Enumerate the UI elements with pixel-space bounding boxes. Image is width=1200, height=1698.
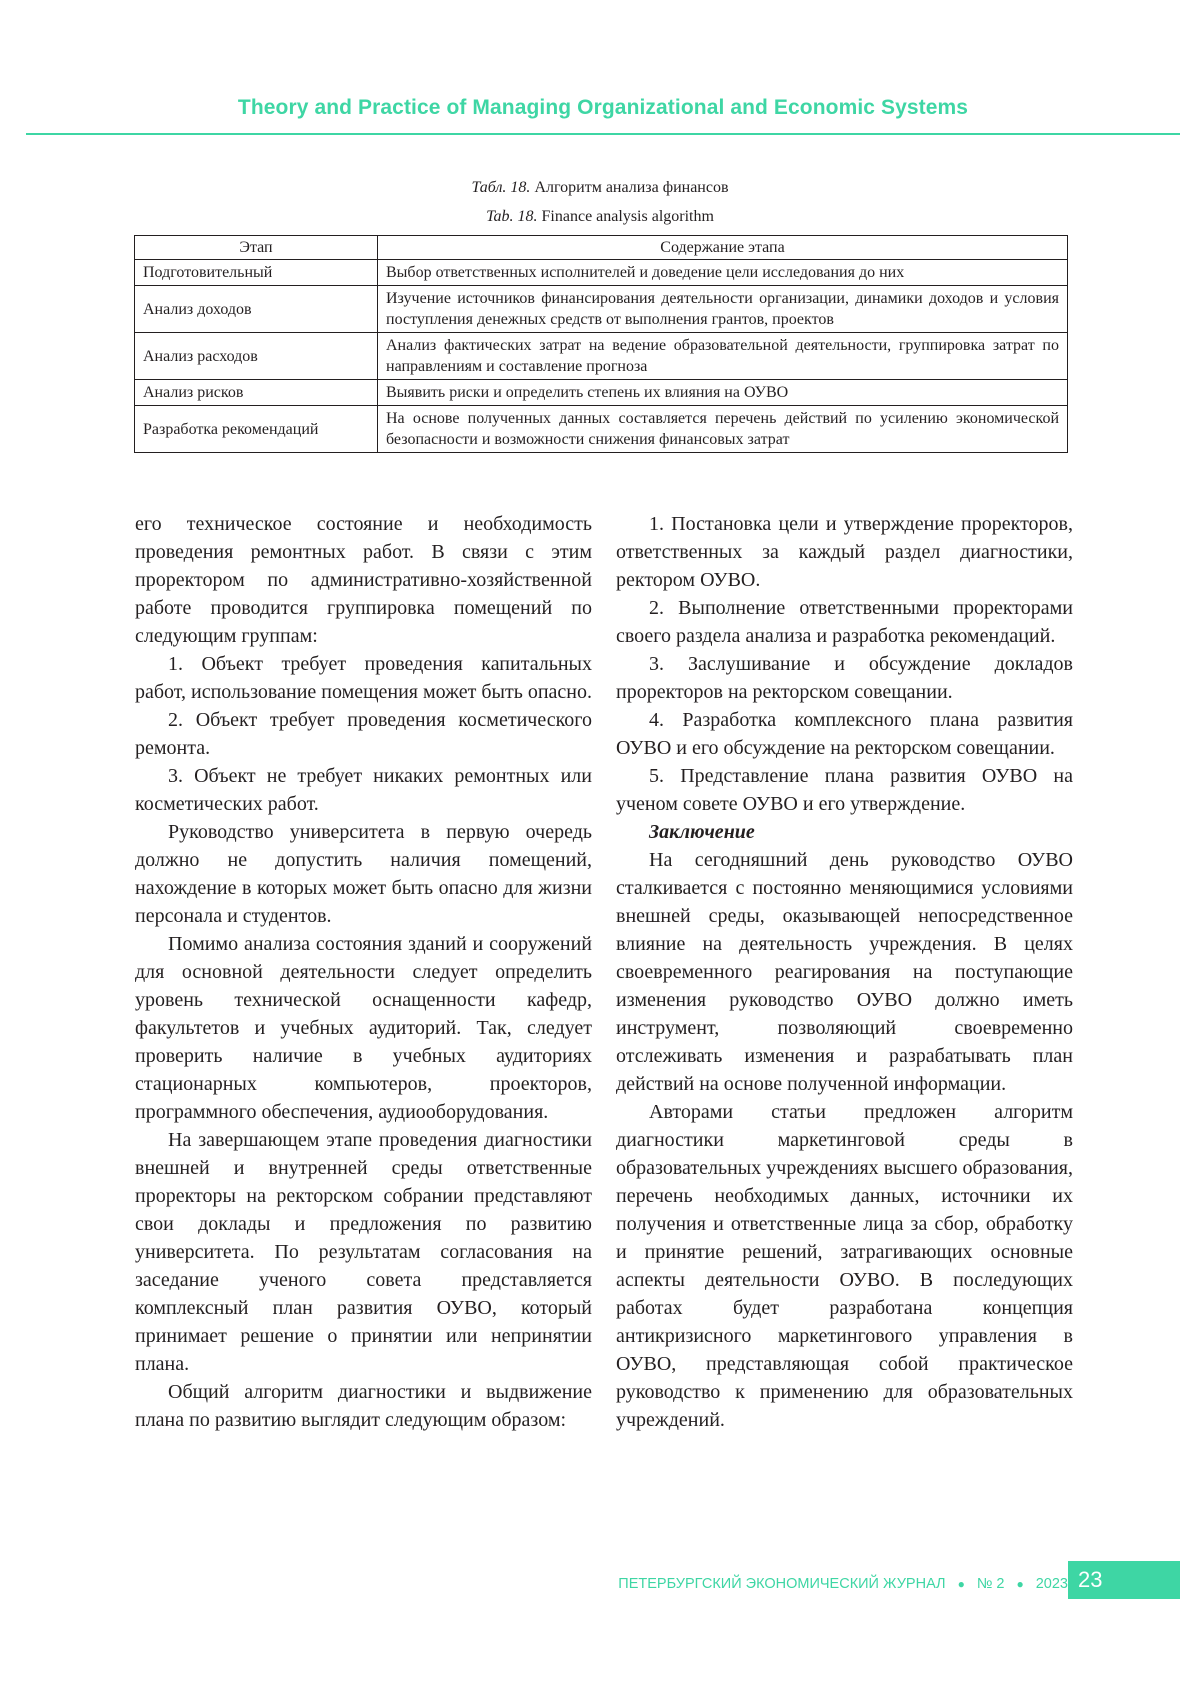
list-item: 4. Разработка комплексного плана развития ОУВО и его обсуждение на ректорском совещании.	[616, 709, 1073, 759]
paragraph: На сегодняшний день руководство ОУВО сталкивается с постоянно меняющимися условиями внешней среды, оказывающей непосредственное влияние на деятельность учреждения. В целях своевременного реагирования на поступающие изменения руководство ОУВО должно иметь инструмент, позволяющий своевременно отслеживать изменения и разрабатывать план действий на основе полученной информации.	[616, 849, 1073, 1095]
table-caption-ru-text: Алгоритм анализа финансов	[534, 179, 729, 196]
table-row	[135, 260, 1068, 286]
list-item: 2. Объект требует проведения косметического ремонта.	[135, 709, 592, 759]
table-cell-content: Изучение источников финансирования деятельности организации, динамики доходов и условия поступления денежных средств от выполнения грантов, проектов	[378, 286, 1068, 333]
conclusion-heading: Заключение	[649, 821, 755, 843]
table-header-stage: Этап	[135, 236, 378, 260]
finance-analysis-table	[134, 235, 1068, 453]
table-row	[135, 286, 1068, 333]
footer-separator-dot: ●	[1016, 1577, 1024, 1591]
footer-issue: № 2	[976, 1576, 1005, 1592]
paragraph: Авторами статьи предложен алгоритм диагностики маркетинговой среды в образовательных учреждениях высшего образования, перечень необходимых данных, источники их получения и ответственные лица за сбор, обработку и принятие решений, затрагивающих основные аспекты деятельности ОУВО. В последующих работах будет разработана концепция антикризисного маркетингового управления в ОУВО, представляющая собой практическое руководство к применению для образовательных учреждений.	[616, 1101, 1073, 1431]
table-caption-en-text: Finance analysis algorithm	[541, 208, 714, 225]
table-row	[135, 380, 1068, 406]
header-divider	[26, 133, 1180, 135]
table-header-row	[135, 236, 1068, 260]
paragraph: Общий алгоритм диагностики и выдвижение плана по развитию выглядит следующим образом:	[135, 1381, 592, 1431]
paragraph: Помимо анализа состояния зданий и сооружений для основной деятельности следует определить уровень технической оснащенности кафедр, факультетов и учебных аудиторий. Так, следует проверить наличие в учебных аудиториях стационарных компьютеров, проекторов, программного обеспечения, аудиооборудования.	[135, 933, 592, 1123]
table-row	[135, 333, 1068, 380]
paragraph: его техническое состояние и необходимость проведения ремонтных работ. В связи с этим проректором по административно-хозяйственной работе проводится группировка помещений по следующим группам:	[135, 513, 592, 647]
table-cell-content: Анализ фактических затрат на ведение образовательной деятельности, группировка затрат по направлениям и составление прогноза	[378, 333, 1068, 380]
footer-year: 2023	[1035, 1576, 1068, 1592]
footer-separator-dot: ●	[957, 1577, 965, 1591]
list-item: 5. Представление плана развития ОУВО на ученом совете ОУВО и его утверждение.	[616, 765, 1073, 815]
table-cell-content: Выбор ответственных исполнителей и доведение цели исследования до них	[378, 260, 1068, 286]
table-cell-stage: Анализ рисков	[135, 380, 378, 406]
table-cell-content: Выявить риски и определить степень их влияния на ОУВО	[378, 380, 1068, 406]
table-caption-en-label: Tab. 18.	[486, 208, 538, 225]
paragraph: Руководство университета в первую очередь должно не допустить наличия помещений, нахождение в которых может быть опасно для жизни персонала и студентов.	[135, 821, 592, 927]
table-caption-ru-label: Табл. 18.	[471, 179, 531, 196]
page-number-badge: 23	[1068, 1561, 1180, 1599]
table-header-content: Содержание этапа	[378, 236, 1068, 260]
list-item: 2. Выполнение ответственными проректорами своего раздела анализа и разработка рекомендаций.	[616, 597, 1073, 647]
table-cell-content: На основе полученных данных составляется перечень действий по усилению экономической безопасности и возможности снижения финансовых затрат	[378, 406, 1068, 453]
footer-journal-name: ПЕТЕРБУРГСКИЙ ЭКОНОМИЧЕСКИЙ ЖУРНАЛ	[618, 1576, 946, 1592]
table-cell-stage: Анализ доходов	[135, 286, 378, 333]
right-text-column	[616, 510, 1073, 1434]
journal-header-title: Theory and Practice of Managing Organizational and Economic Systems	[237, 96, 969, 119]
table-cell-stage: Анализ расходов	[135, 333, 378, 380]
table-caption-ru	[0, 178, 1200, 198]
table-cell-stage: Разработка рекомендаций	[135, 406, 378, 453]
list-item: 1. Объект требует проведения капитальных работ, использование помещения может быть опасно.	[135, 653, 592, 703]
table-cell-stage: Подготовительный	[135, 260, 378, 286]
footer-journal-info	[618, 1566, 1068, 1602]
list-item: 1. Постановка цели и утверждение проректоров, ответственных за каждый раздел диагностики, ректором ОУВО.	[616, 513, 1073, 591]
left-text-column	[135, 510, 592, 1434]
list-item: 3. Заслушивание и обсуждение докладов проректоров на ректорском совещании.	[616, 653, 1073, 703]
table-row	[135, 406, 1068, 453]
list-item: 3. Объект не требует никаких ремонтных или косметических работ.	[135, 765, 592, 815]
table-caption-en	[0, 207, 1200, 227]
paragraph: На завершающем этапе проведения диагностики внешней и внутренней среды ответственные проректоры на ректорском собрании представляют свои доклады и предложения по развитию университета. По результатам согласования на заседание ученого совета представляется комплексный план развития ОУВО, который принимает решение о принятии или непринятии плана.	[135, 1129, 592, 1375]
